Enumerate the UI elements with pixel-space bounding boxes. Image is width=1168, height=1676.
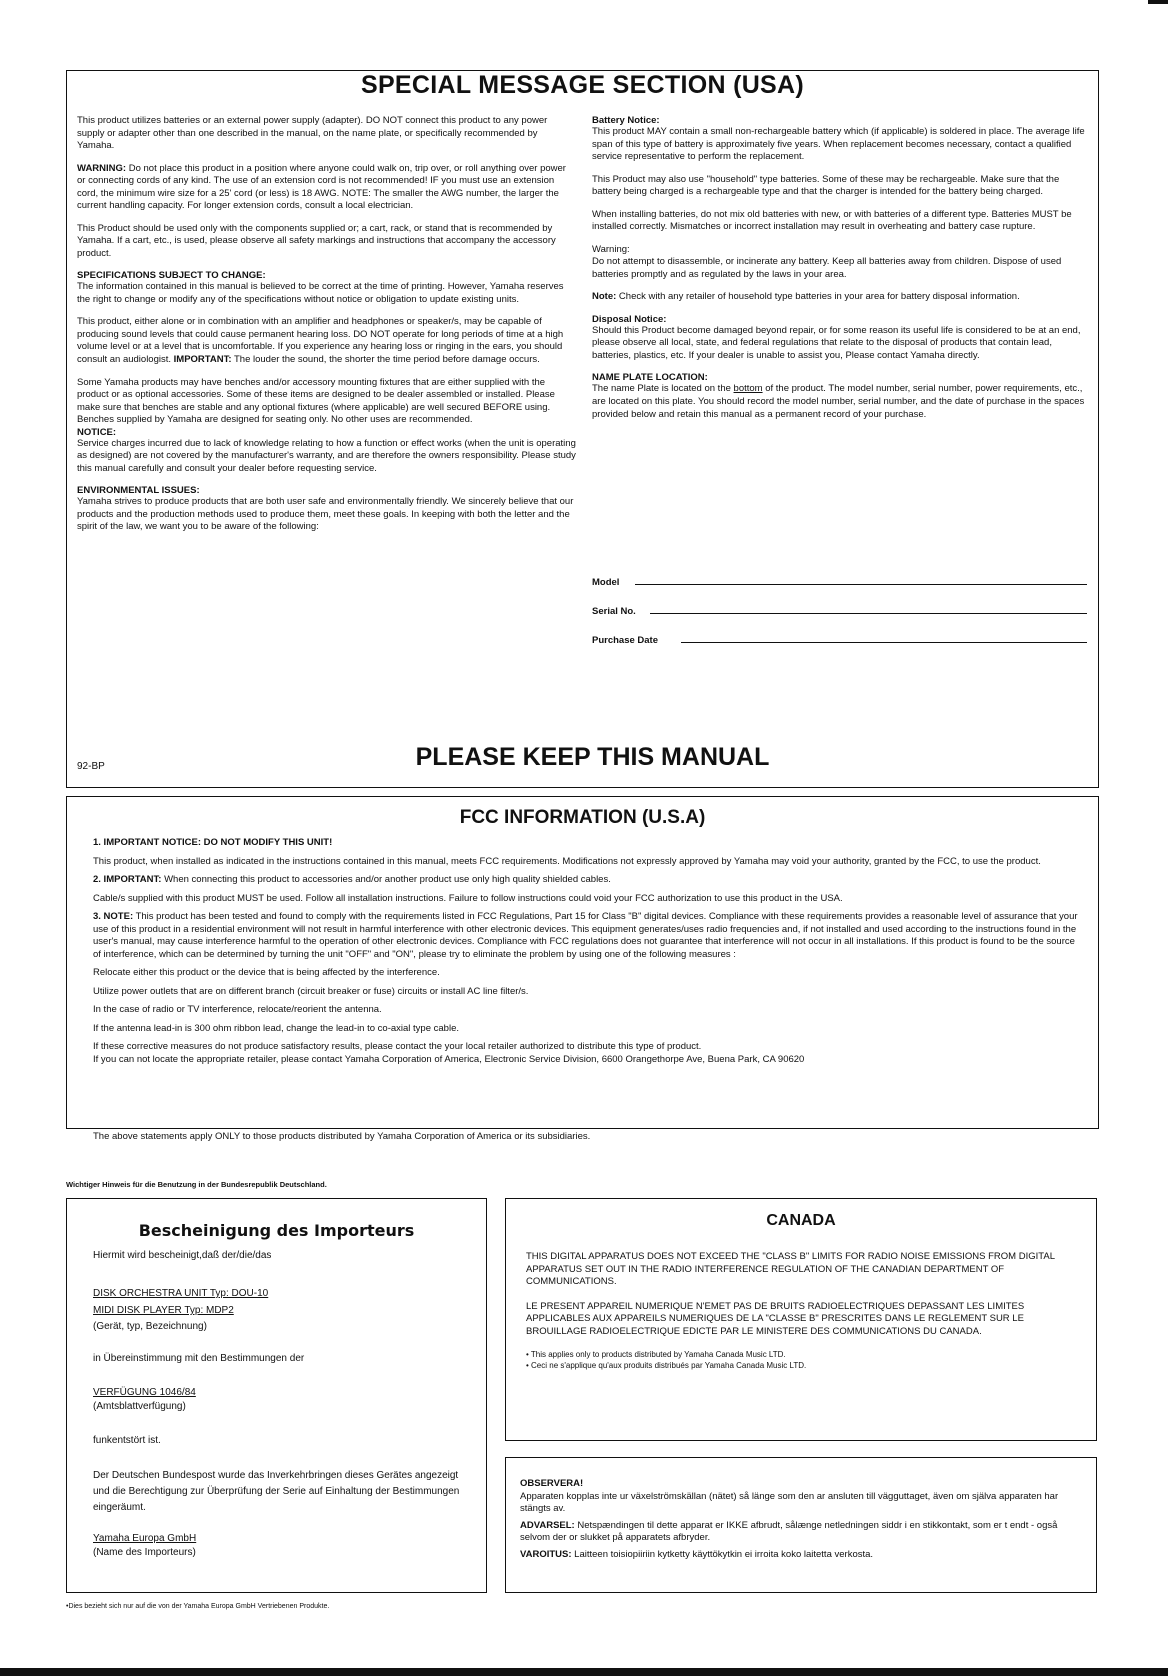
name-plate-text-a: The name Plate is located on the [592,383,734,395]
nordic-body [520,1478,1085,1561]
special-left-column [77,115,576,544]
observera-label: OBSERVERA! [520,1478,584,1489]
form-code: 92-BP [77,761,105,772]
hearing-important-label: IMPORTANT: [171,353,232,365]
purchase-date-label: Purchase Date [592,635,659,646]
importer-line-5: in Übereinstimmung mit den Bestimmungen der [93,1353,305,1364]
varoitus-text: Laitteen toisiopiiriin kytketty käyttökytkin ei irroita koko laitetta verkosta. [571,1548,874,1560]
name-plate-text [592,383,1090,421]
warning-label: WARNING: [77,162,127,174]
importer-certificate [66,1198,487,1593]
special-message-section [66,70,1099,788]
fcc-notice-2 [93,874,1085,887]
special-right-column [592,115,1090,431]
notice-label: NOTICE: [77,426,117,438]
components-paragraph: This Product should be used only with the components supplied or; a cart, rack, or stand that is recommended by Yamaha. If a cart, etc., is used, please observe all safety markings and instructions that accompany the accessory product. [77,222,556,259]
importer-regulation-caption: (Amtsblattverfügung) [93,1401,186,1412]
importer-line-1: Hiermit wird bescheinigt,daß der/die/das [93,1250,272,1261]
bottom-edge-bar [0,1668,1168,1676]
specifications-label: SPECIFICATIONS SUBJECT TO CHANGE: [77,270,266,282]
fcc-notice-3-label: 3. NOTE: [93,911,134,923]
fcc-notice-2-label: 2. IMPORTANT: [93,874,162,886]
battery-warning-label: Warning: [592,243,630,255]
canada-bullet-french: • Ceci ne s'applique qu'aux produits distribués par Yamaha Canada Music LTD. [526,1360,807,1370]
keep-manual-heading: PLEASE KEEP THIS MANUAL [415,743,770,771]
battery-warning-text: Do not attempt to disassemble, or incinerate any battery. Keep all batteries away from children. Dispose of used batteries promptly and as regulated by the laws in your area. [592,256,1062,280]
battery-notice-text: This product MAY contain a small non-rechargeable battery which (if applicable) is soldered in place. The average life span of this type of battery is approximately five years. When replacement becomes necessary, contact a qualified service representative to perform the replacement. [592,126,1085,163]
environmental-text: Yamaha strives to produce products that are both user safe and environmentally friendly. We sincerely believe that our products and the production methods used to produce them, meet these goals. In keeping with both the letter and the spirit of the law, we want you to be aware of the following: [77,496,574,533]
hearing-paragraph [77,316,576,366]
hearing-tail: The louder the sound, the shorter the time period before damage occurs. [231,353,540,365]
adapter-notice: This product utilizes batteries or an external power supply (adapter). DO NOT connect this product to any power supply or adapter other than one described in the manual, on the name plate, or specifically recommended by Yamaha. [77,115,548,152]
importer-device-caption: (Gerät, typ, Bezeichnung) [93,1321,207,1332]
importer-regulation: VERFÜGUNG 1046/84 [93,1387,196,1398]
fcc-notice-1-label [93,837,1085,850]
observera-text: Apparaten kopplas inte ur växelströmskällan (nätet) så länge som den ar ansluten till vägguttaget, även om själva apparaten har stängts av. [520,1490,1059,1515]
importer-device-2: MIDI DISK PLAYER Typ: MDP2 [93,1305,234,1316]
model-label: Model [592,577,620,588]
canada-title: CANADA [766,1212,836,1229]
battery-notice-label: Battery Notice: [592,115,660,126]
fcc-notice-2-text: When connecting this product to accessories and/or another product use only high quality shielded cables. [161,874,611,886]
fcc-cables: Cable/s supplied with this product MUST be used. Follow all installation instructions. Failure to follow instructions could void your FCC authorization to use this product in the USA. [93,892,843,904]
german-heading: Wichtiger Hinweis für die Benutzung in der Bundesrepublik Deutschland. [66,1180,327,1189]
advarsel-text: Netspændingen til dette apparat er IKKE afbrudt, sålænge netledningen siddr i en stikkontakt, som er t endt - også selvom der or slukket på apparatets afbryder. [520,1519,1058,1544]
fcc-measure-lead-in: If the antenna lead-in is 300 ohm ribbon lead, change the lead-in to co-axial type cable. [93,1022,459,1034]
advarsel-paragraph [520,1520,1085,1545]
advarsel-label: ADVARSEL: [520,1519,575,1531]
varoitus-paragraph [520,1549,1085,1562]
disposal-label: Disposal Notice: [592,313,667,325]
fcc-notice-3-text: This product has been tested and found to comply with the requirements listed in FCC Regulations, Part 15 for Class "B" digital devices. Compliance with these requirements provides a reasonable level of assurance that your use of this product in a residential environment will not result in harmful interference with other electronic devices. This equipment generates/uses radio frequencies and, if not installed and used according to the instructions found in the user's manual, may cause interference harmful to the operation of other electronic devices. Compliance with FCC regulations does not guarantee that interference will not occur in all installations. If this product is found to be the source of interference, which can be determined by turning the unit "OFF" and "ON", please try to eliminate the problem by using one of the following measures : [93,911,1078,960]
importer-body [93,1249,473,1560]
name-plate-text-b: of the product. The model number, serial number, power requirements, etc., are located on this plate. You should record the model number, serial number, and the date of purchase in the spaces provided below and retain this manual as a permanent record of your purchase. [592,383,1085,420]
note-text: Check with any retailer of household type batteries in your area for battery disposal information. [616,291,1020,303]
canada-french: LE PRESENT APPAREIL NUMERIQUE N'EMET PAS DE BRUITS RADIOELECTRIQUES DEPASSANT LES LIMITES APPLICABLES AUX APPAREILS NUMERIQUES DE LA "CLASSE B" PRESCRITES DANS LE REGLEMENT SUR LE BROUILLAGE RADIOELECTRIQUE EDICTE PAR LE MINISTERE DES COMMUNICATIONS DU CANADA. [526,1300,1025,1337]
household-batteries-paragraph: This Product may also use "household" type batteries. Some of these may be rechargeable. Make sure that the battery being charged is a rechargeable type and that the charger is intended for the battery being charged. [592,173,1060,198]
importer-name-caption: (Name des Importeurs) [93,1547,196,1558]
fcc-title: FCC INFORMATION (U.S.A) [459,807,706,828]
purchase-date-field[interactable] [681,642,1087,643]
note-paragraph [592,291,1090,304]
importer-device-1: DISK ORCHESTRA UNIT Typ: DOU-10 [93,1288,269,1299]
name-plate-bottom: bottom [733,383,763,395]
fcc-measure-retailer: If these corrective measures do not produce satisfactory results, please contact the your local retailer authorized to distribute this type of product. [93,1041,702,1053]
importer-title: Bescheinigung des Importeurs [138,1221,415,1240]
serial-field[interactable] [650,613,1087,614]
corner-mark [1148,0,1168,4]
importer-name: Yamaha Europa GmbH [93,1533,197,1544]
canada-english: THIS DIGITAL APPARATUS DOES NOT EXCEED THE "CLASS B" LIMITS FOR RADIO NOISE EMISSIONS FROM DIGITAL APPARATUS SET OUT IN THE RADIO INTERFERENCE REGULATION OF THE CANADIAN DEPARTMENT OF COMMUNICATIONS. [526,1251,1055,1288]
canada-section [505,1198,1097,1441]
specifications-text: The information contained in this manual is believed to be correct at the time of printing. However, Yamaha reserves the right to change or modify any of the specifications without notice or obligation to update existing units. [77,281,564,305]
fcc-notice-3 [93,911,1085,961]
warning-paragraph [77,163,576,213]
fcc-information-section [66,796,1099,1129]
varoitus-label: VAROITUS: [520,1548,572,1560]
model-field[interactable] [635,584,1087,585]
warning-text: Do not place this product in a position where anyone could walk on, trip over, or roll anything over power or connecting cords of any kind. The use of an extension cord is not recommended! IF you must use an extension cord, the minimum wire size for a 25' cord (or less) is 18 AWG. NOTE: The smaller the AWG number, the larger the current handling capacity. For longer extension cords, consult a local electrician. [77,162,566,212]
notice-text: Service charges incurred due to lack of knowledge relating to how a function or effect works (when the unit is operating as designed) are not covered by the manufacturer's warranty, and are therefore the owners responsibility. Please study this manual carefully and consult your dealer before requesting service. [77,437,576,474]
note-label: Note: [592,291,617,303]
installing-batteries-paragraph: When installing batteries, do not mix old batteries with new, or with batteries of a different type. Batteries MUST be installed correctly. Mismatches or incorrect installation may result in overheating and battery case rupture. [592,208,1072,233]
fcc-measure-outlets: Utilize power outlets that are on different branch (circuit breaker or fuse) circuits or install AC line filter/s. [93,985,529,997]
importer-line-8: funkentstört ist. [93,1435,161,1446]
fcc-notice-1-text: This product, when installed as indicated in the instructions contained in this manual, meets FCC requirements. Modifications not expressly approved by Yamaha may void your authority, granted by the FCC, to use the product. [93,855,1041,867]
disposal-text: Should this Product become damaged beyond repair, or for some reason its useful life is considered to be at an end, please observe all local, state, and federal regulations that relate to the disposal of products that contain lead, batteries, plastics, etc. If your dealer is unable to assist you, Please contact Yamaha directly. [592,324,1081,361]
special-message-title: SPECIAL MESSAGE SECTION (USA) [360,71,804,99]
hearing-text: This product, either alone or in combination with an amplifier and headphones or speaker/s, may be capable of producing sound levels that could cause permanent hearing loss. DO NOT operate for long periods of time at a high volume level or at a level that is uncomfortable. If you experience any hearing loss or ringing in the ears, you should consult an audiologist. [77,316,564,365]
name-plate-label: NAME PLATE LOCATION: [592,372,708,384]
fcc-notice-1-label-text: 1. IMPORTANT NOTICE: DO NOT MODIFY THIS UNIT! [93,837,333,848]
importer-paragraph: Der Deutschen Bundespost wurde das Inverkehrbringen dieses Gerätes angezeigt und die Berechtigung zur Überprüfung der Serie auf Einhaltung der Bestimmungen eingeräumt. [93,1470,460,1513]
canada-bullet-english: • This applies only to products distributed by Yamaha Canada Music LTD. [526,1350,786,1360]
fcc-measure-antenna: In the case of radio or TV interference, relocate/reorient the antenna. [93,1004,382,1016]
environmental-label: ENVIRONMENTAL ISSUES: [77,485,200,497]
fcc-body [93,837,1085,1072]
fcc-measure-contact: If you can not locate the appropriate retailer, please contact Yamaha Corporation of America, Electronic Service Division, 6600 Orangethorpe Ave, Buena Park, CA 90620 [93,1053,805,1065]
benches-paragraph: Some Yamaha products may have benches and/or accessory mounting fixtures that are either supplied with the product or as optional accessories. Some of these items are designed to be dealer assembled or installed. Please make sure that benches are stable and any optional fixtures (where applicable) are well secured BEFORE using. Benches supplied by Yamaha are designed for seating only. No other uses are recommended. [77,376,555,426]
canada-body [526,1251,1083,1371]
fcc-footer: The above statements apply ONLY to those products distributed by Yamaha Corporation of America or its subsidiaries. [93,1131,591,1142]
serial-label: Serial No. [592,606,636,617]
fcc-measure-relocate: Relocate either this product or the device that is being affected by the interference. [93,967,440,979]
nordic-section [505,1457,1097,1593]
german-footnote: •Dies bezieht sich nur auf die von der Yamaha Europa GmbH Vertriebenen Produkte. [66,1603,330,1610]
